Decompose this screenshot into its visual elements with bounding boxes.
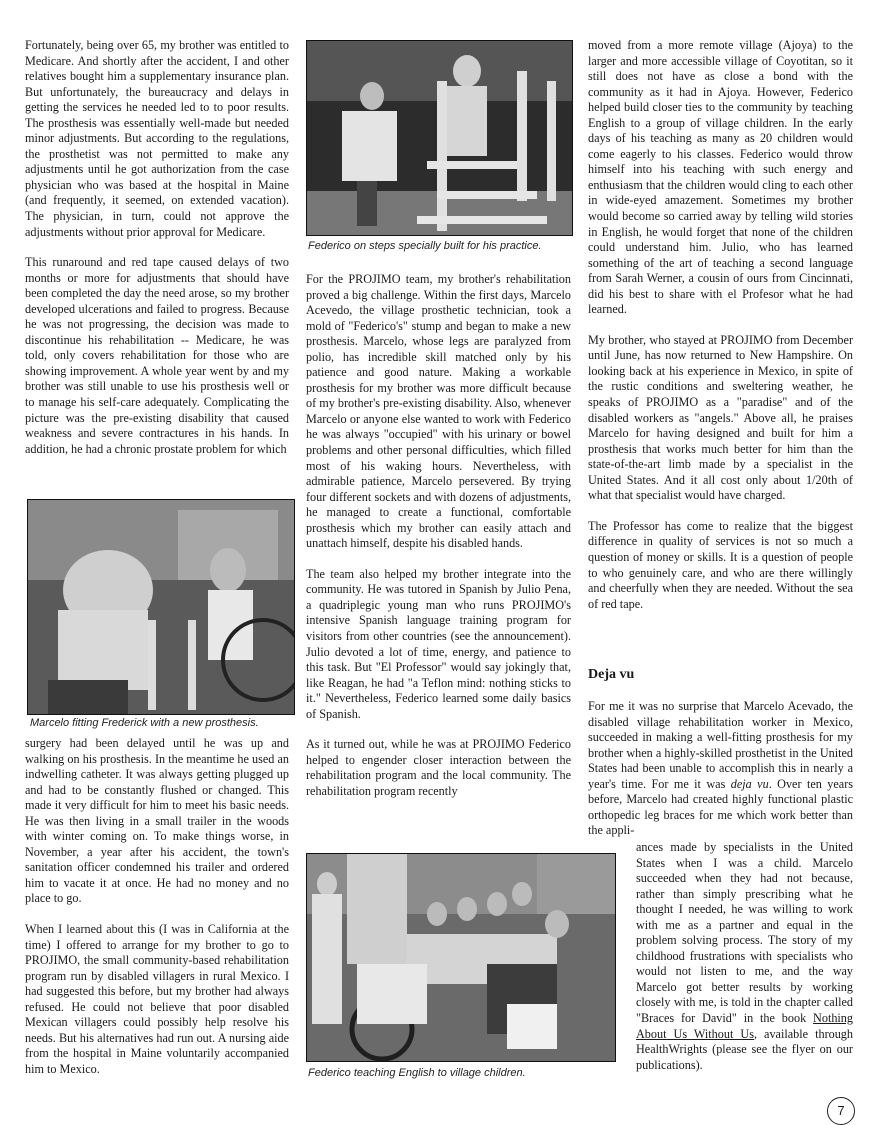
paragraph: This runaround and red tape caused delays of two months or more for adjustments that should have been completed the day the need arose, so my brother developed ulcerations and failed to progress. Because he was not progressing, the decision was made to discontinue his rehabilitation -- Medicare, he was told, only covers rehabilitation for those who are showing improvement. A whole year went by and my brother was still unable to use his prosthesis well or to manage his self-care adequately. Complicating the picture was the pre-existing disability that caused weakness and severe contractures in his hands. In addition, he had a chronic prostate problem for which [25, 255, 289, 456]
paragraph: The Professor has come to realize that the biggest difference in quality of services is not so much a question of money or skills. It is a question of people to who genuinely care, and who are there willingly and cheerfully when they are needed. Without the sea of red tape. [588, 518, 853, 611]
paragraph: My brother, who stayed at PROJIMO from December until June, has now returned to New Hampshire. On looking back at his experience in Mexico, in spite of the rustic conditions and sweltering weather, he speaks of PROJIMO as a "paradise" and of the disabled workers as "angels." Above all, he praises Marcelo for having designed and built for him a prosthesis that works much better for him than the state-of-the-art limb made by a specialist in the United States. And it all cost only about 1/20th of what that specialist would have charged. [588, 332, 853, 503]
paragraph: Fortunately, being over 65, my brother was entitled to Medicare. And shortly after the accident, I and other relatives bought him a supplementary insurance plan. But unfortunately, the bureaucracy and delays in getting the services he needed led to to poor results. The prosthesis was essentially well-made but needed minor adjustments. But according to the regulations, the prosthetist was not permitted to make any adjustments until he got authorization from the case physician who was based at the hospital in Maine (and frequently, it seemed, on extended vacation). The physician, in turn, could not approve the adjustments without prior approval for Medicare. [25, 38, 289, 239]
column-3-deja-vu [588, 699, 853, 839]
column-1-bottom [25, 736, 289, 1092]
paragraph: moved from a more remote village (Ajoya) to the larger and more accessible village of Coyotitan, so it still does not have as close a bond with the community as it had in Ajoya. However, Federico helped build closer ties to the community by teaching English to a group of village children. In the early days of his teaching as many as 20 children would come eagerly to his classes. Federico would throw himself into his teaching with such energy and enthusiasm that the children would cling to each other in wide-eyed amazement. Sometimes my brother would become so carried away by telling wild stories in English, he would forget that none of the children could understand him. Julio, who has learned something of the art of teaching a second language from Sarah Werner, a cousin of ours from Cincinnati, did his best to share with el Profesor what he had learned. [588, 38, 853, 317]
section-heading: Deja vu [588, 667, 635, 682]
paragraph: ances made by specialists in the United States when I was a child. Marcelo succeeded when they had not because, rather than simply prescribing what he thought I needed, he was willing to work with me as a partner and equal in the problem solving process. The story of my childhood frustrations with specialists who would not listen to me, and the way Marcelo got better results by working closely with me, is told in the chapter called "Braces for David" in the book Nothing About Us Without Us, available through HealthWrights (please see the flyer on our publications). [636, 840, 853, 1072]
caption-photo-3: Federico teaching English to village children. [308, 1067, 526, 1079]
caption-photo-1: Federico on steps specially built for his practice. [308, 240, 542, 252]
column-3-indented [636, 840, 853, 1073]
paragraph: As it turned out, while he was at PROJIMO Federico helped to engender closer interaction between the rehabilitation program and the local community. The rehabilitation program recently [306, 737, 571, 798]
caption-photo-2: Marcelo fitting Frederick with a new prosthesis. [30, 717, 259, 729]
emphasis: deja vu [730, 776, 769, 791]
paragraph: For the PROJIMO team, my brother's rehabilitation proved a big challenge. Within the first days, Marcelo Acevedo, the village prosthetic technician, took a mold of "Federico's" stump and began to make a new prosthesis. Marcelo, whose legs are paralyzed from polio, has incredible skill matched only by his patience and good nature. Making a workable prosthesis for my brother was more difficult because of my brother's pre-existing disability. Also, whenever Marcelo or anyone else wanted to work with Federico he was always "occupied" with his urinary or bowel problems and other personal difficulties, which filled most of his waking hours. Nevertheless, with admirable patience, Marcelo persevered. By trying four different sockets and with dozens of adjustments, he managed to create a functional, comfortable prosthesis which my brother can easily attach and unattach himself, despite his disabled hands. [306, 272, 571, 551]
column-1-top [25, 38, 289, 457]
column-3 [588, 38, 853, 627]
photo-federico-on-steps [306, 40, 573, 236]
paragraph: For me it was no surprise that Marcelo Acevado, the disabled village rehabilitation worker in Mexico, succeeded in making a well-fitting prosthesis for my brother when a highly-skilled prosthetist in the United States had been unable to accomplish this in nearly a year's time. For me it was deja vu. Over ten years before, Marcelo had created highly functional plastic orthopedic leg braces for me which work better than the appli- [588, 699, 853, 838]
photo-marcelo-fitting-prosthesis [27, 499, 295, 715]
paragraph: The team also helped my brother integrate into the community. He was tutored in Spanish by Julio Pena, a quadriplegic young man who runs PROJIMO's intensive Spanish language training program for visitors from other countries (see the announcement). Julio devoted a lot of time, energy, and patience to this task. But "El Professor" would say jokingly that, like Reagan, he had "a Teflon mind: nothing sticks to it." Nevertheless, Federico learned some daily basics of Spanish. [306, 566, 571, 721]
book-title: Nothing About Us Without Us [636, 1011, 853, 1041]
paragraph: When I learned about this (I was in California at the time) I offered to arrange for my brother to go to PROJIMO, the small community-based rehabilitation program run by disabled villagers in rural Mexico. I had suggested this before, but my brother had always refused. He could not believe that poor disabled Mexican villagers could possibly help resolve his needs. But his alternatives had run out. A nursing aide from the hospital in Maine voluntarily accompanied him to Mexico. [25, 922, 289, 1076]
paragraph: surgery had been delayed until he was up and walking on his prosthesis. In the meantime he used an indwelling catheter. It was always getting plugged up and had to be constantly flushed or changed. This made it very difficult for him to meet his basic needs. He was then living in a small trailer in the woods with winter coming on. To make things worse, in November, a year after his accident, the town's sanitation officer condemned his trailer and ordered him to vacate it at once. He had no money and no place to go. [25, 736, 289, 906]
page-number: 7 [827, 1097, 855, 1125]
photo-teaching-english [306, 853, 616, 1062]
column-2 [306, 272, 571, 800]
